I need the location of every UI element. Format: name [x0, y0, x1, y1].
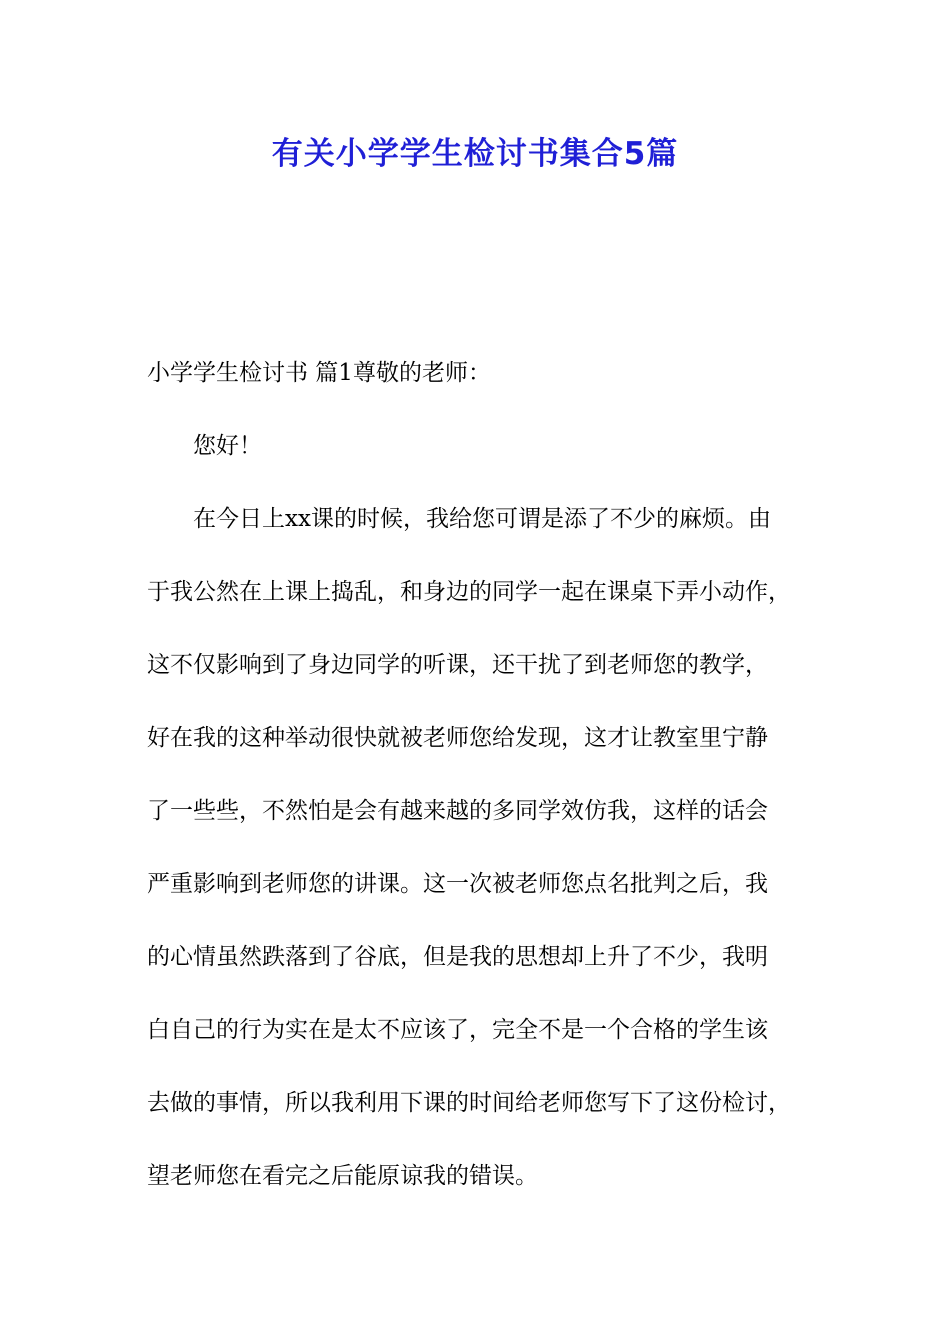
heading-line: 小学学生检讨书 篇1尊敬的老师：: [147, 360, 491, 386]
paragraph-line: 了一些些，不然怕是会有越来越的多同学效仿我，这样的话会: [147, 798, 768, 824]
document-body: [147, 337, 827, 1213]
paragraph-line: 严重影响到老师您的讲课。这一次被老师您点名批判之后，我: [147, 871, 768, 897]
paragraph-line: 在今日上xx课的时候，我给您可谓是添了不少的麻烦。由: [193, 506, 771, 532]
greeting-line: 您好！: [193, 433, 262, 459]
paragraph-line: 白自己的行为实在是太不应该了，完全不是一个合格的学生该: [147, 1017, 768, 1043]
paragraph-line: 好在我的这种举动很快就被老师您给发现，这才让教室里宁静: [147, 725, 768, 751]
paragraph-line: 这不仅影响到了身边同学的听课，还干扰了到老师您的教学，: [147, 652, 768, 678]
paragraph-line: 望老师您在看完之后能原谅我的错误。: [147, 1163, 538, 1189]
document-title: 有关小学学生检讨书集合5篇: [271, 136, 679, 172]
paragraph-line: 去做的事情，所以我利用下课的时间给老师您写下了这份检讨，: [147, 1090, 791, 1116]
paragraph-line: 于我公然在上课上捣乱，和身边的同学一起在课桌下弄小动作，: [147, 579, 791, 605]
paragraph-line: 的心情虽然跌落到了谷底，但是我的思想却上升了不少，我明: [147, 944, 768, 970]
